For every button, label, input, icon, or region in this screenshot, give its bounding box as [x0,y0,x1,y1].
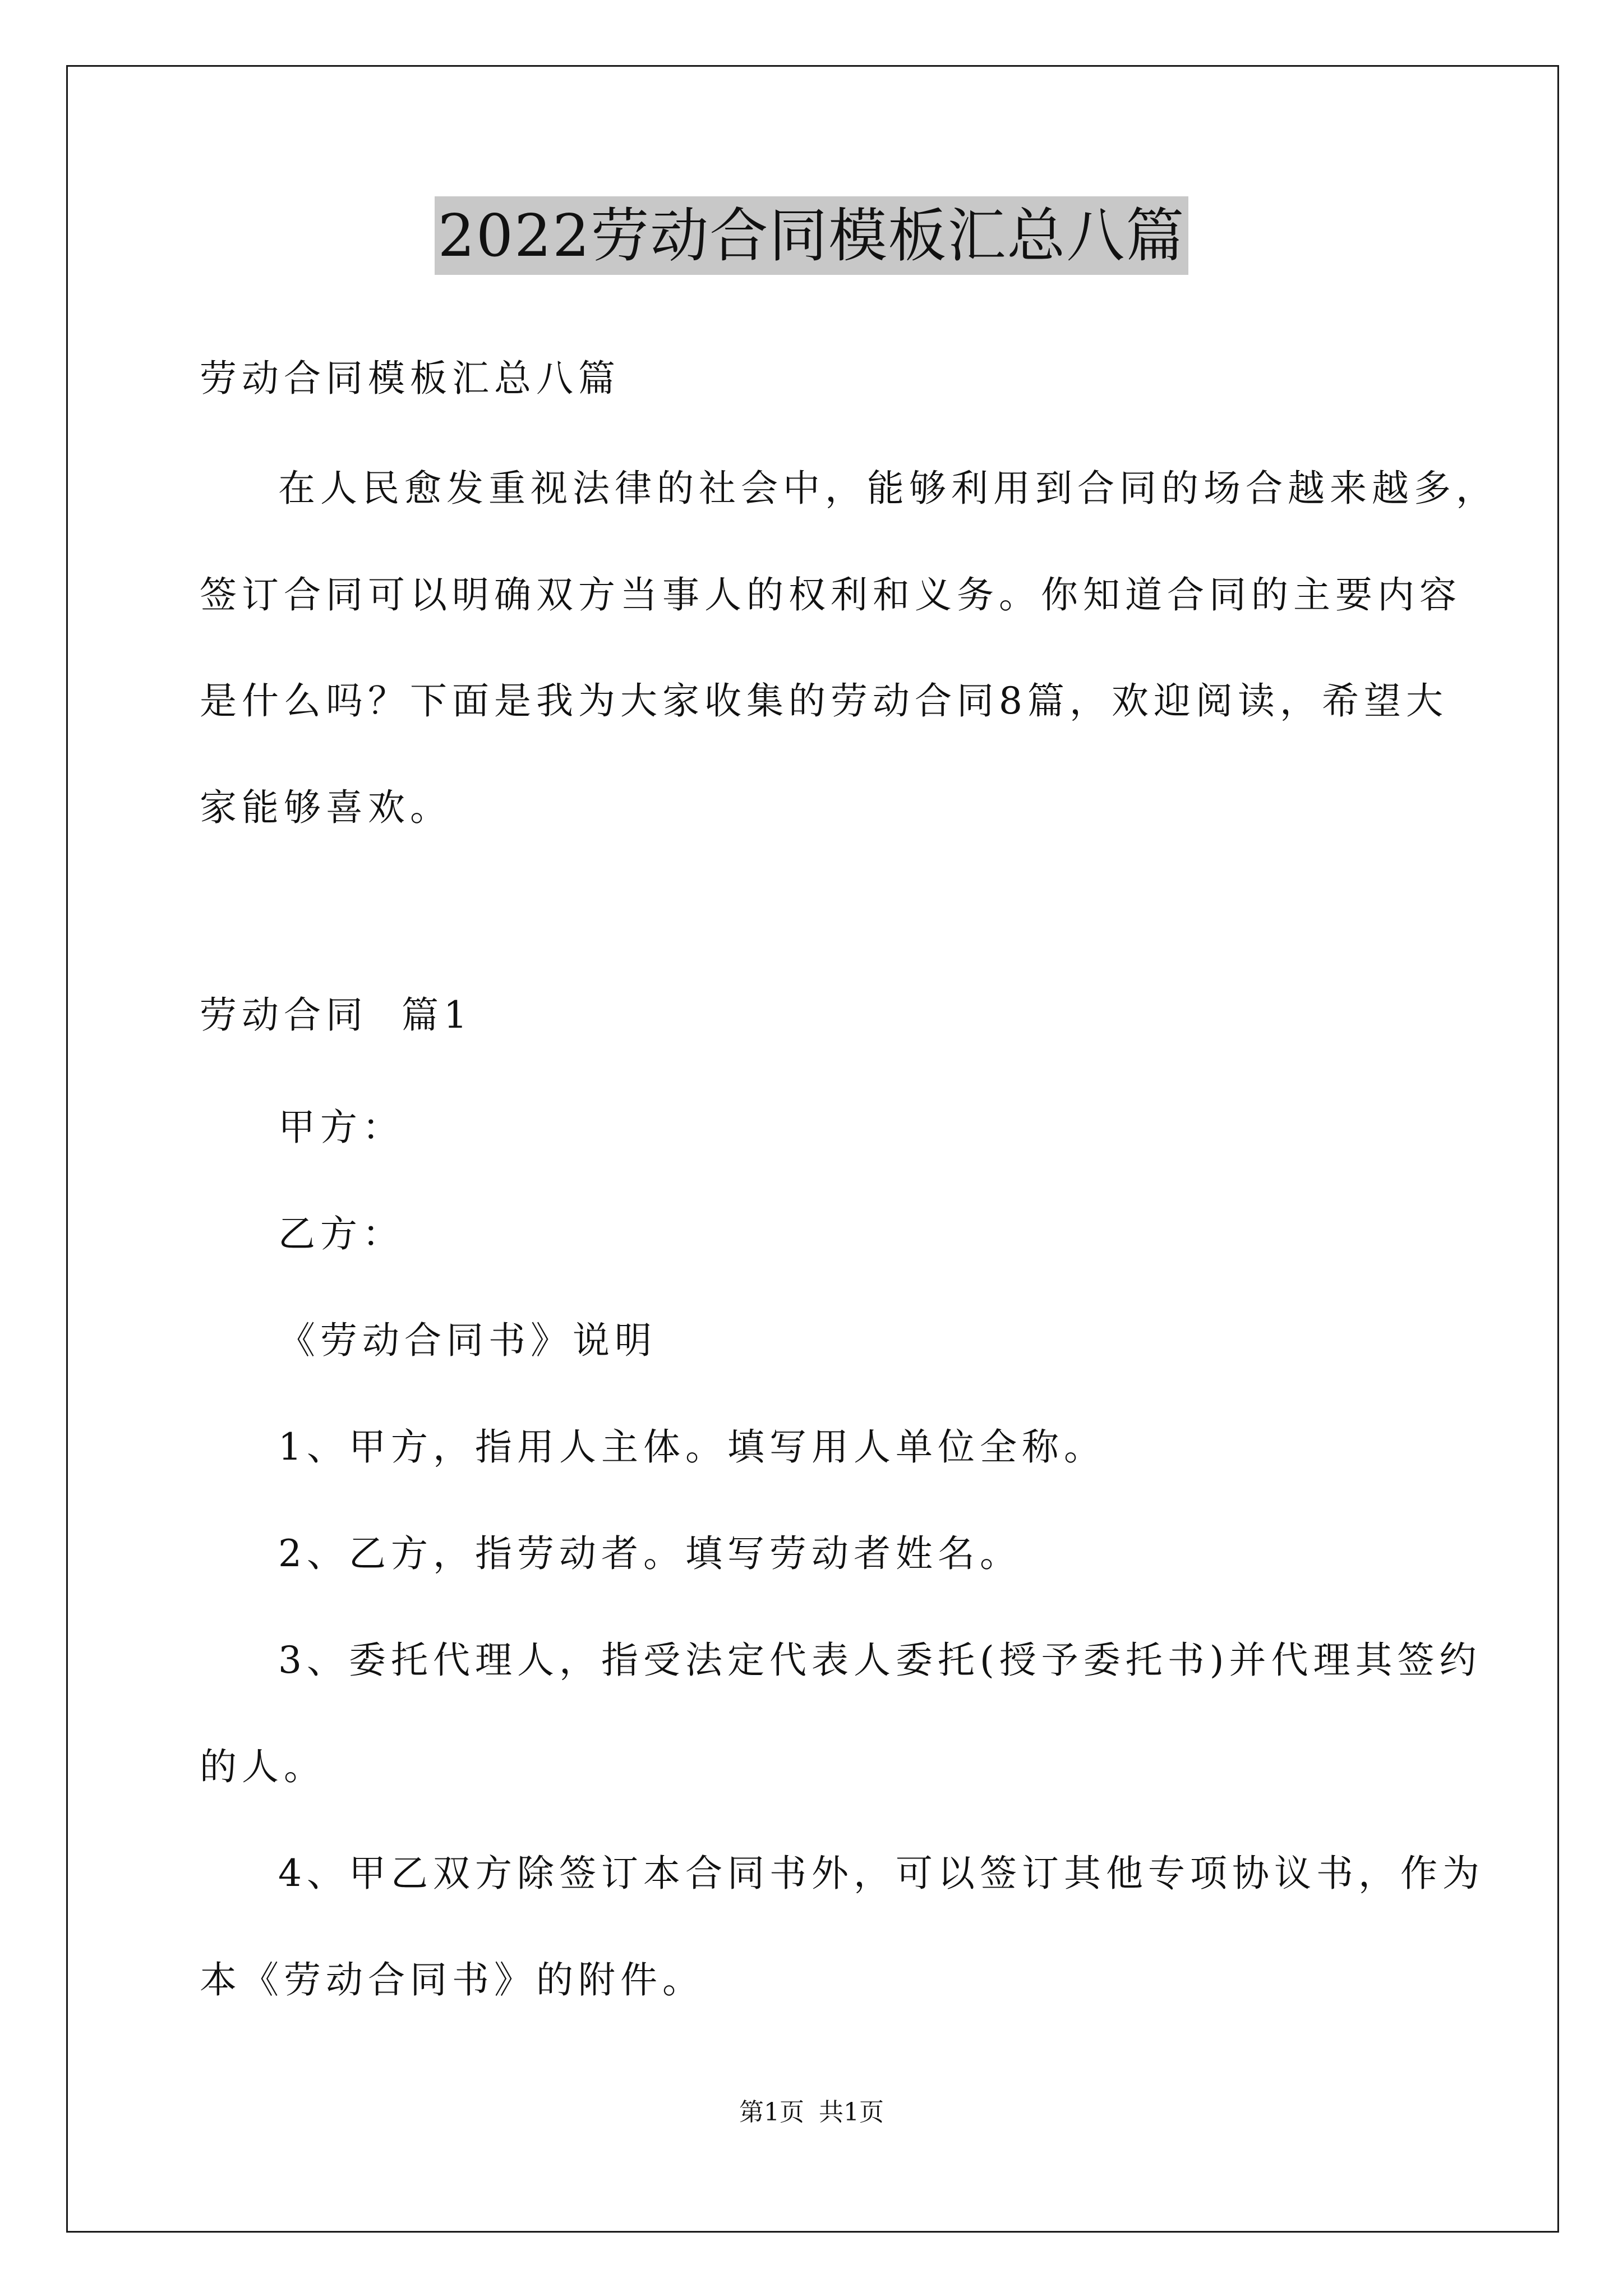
section-heading: 劳动合同 篇1 [200,993,472,1037]
note-2: 2、乙方，指劳动者。填写劳动者姓名。 [278,1532,1022,1575]
intro-line-1: 在人民愈发重视法律的社会中，能够利用到合同的场合越来越多， [278,467,1498,510]
document-title: 2022劳动合同模板汇总八篇 [435,196,1189,275]
note-1: 1、甲方，指用人主体。填写用人单位全称。 [278,1425,1106,1469]
notes-heading: 《劳动合同书》说明 [278,1319,657,1362]
footer-page-current: 第1页 [739,2098,804,2127]
note-4-line-1: 4、甲乙双方除签订本合同书外，可以签订其他专项协议书，作为 [278,1852,1484,1895]
intro-line-3: 是什么吗？下面是我为大家收集的劳动合同8篇，欢迎阅读，希望大 [200,679,1448,723]
intro-line-2: 签订合同可以明确双方当事人的权利和义务。你知道合同的主要内容 [200,573,1461,616]
note-3-line-1: 3、委托代理人，指受法定代表人委托(授予委托书)并代理其签约 [278,1639,1482,1682]
note-3-line-2: 的人。 [200,1745,326,1788]
party-a-label: 甲方： [278,1106,404,1149]
note-4-line-2: 本《劳动合同书》的附件。 [200,1958,704,2001]
footer-page-total: 共1页 [819,2098,884,2127]
intro-line-4: 家能够喜欢。 [200,786,452,829]
page-footer [0,2096,1623,2129]
title-container [0,196,1623,275]
document-subtitle: 劳动合同模板汇总八篇 [200,357,620,400]
party-b-label: 乙方： [278,1212,404,1255]
